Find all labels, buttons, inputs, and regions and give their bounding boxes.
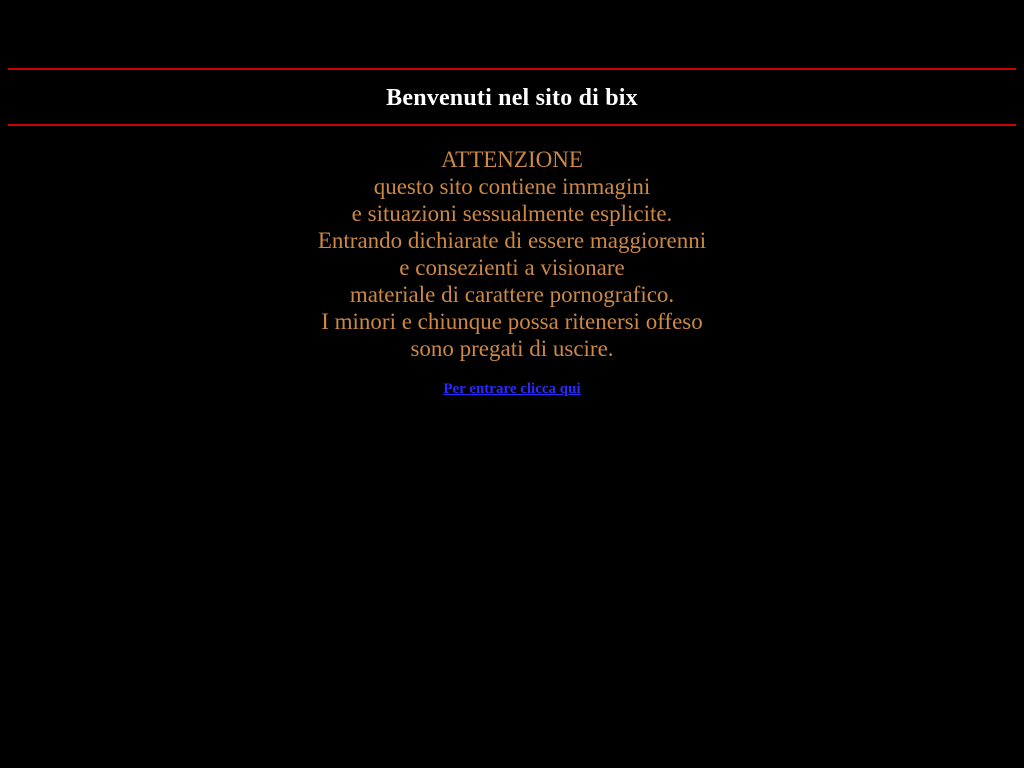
enter-link-wrap bbox=[0, 380, 1024, 398]
warning-line: Entrando dichiarate di essere maggiorenni bbox=[317, 228, 707, 253]
page-title: Benvenuti nel sito di bix bbox=[386, 85, 638, 111]
header-spacer bbox=[0, 0, 1024, 68]
warning-line: I minori e chiunque possa ritenersi offeso bbox=[321, 309, 703, 334]
warning-line: e situazioni sessualmente esplicite. bbox=[351, 201, 673, 226]
warning-line: e consezienti a visionare bbox=[399, 255, 625, 280]
divider-bottom bbox=[8, 124, 1016, 126]
age-warning-text bbox=[0, 146, 1024, 362]
title-band bbox=[0, 70, 1024, 124]
enter-site-link[interactable]: Per entrare clicca qui bbox=[443, 381, 581, 397]
warning-line: sono pregati di uscire. bbox=[410, 336, 614, 361]
warning-line: questo sito contiene immagini bbox=[373, 174, 651, 199]
warning-line: ATTENZIONE bbox=[441, 147, 583, 172]
warning-line: materiale di carattere pornografico. bbox=[349, 282, 675, 307]
